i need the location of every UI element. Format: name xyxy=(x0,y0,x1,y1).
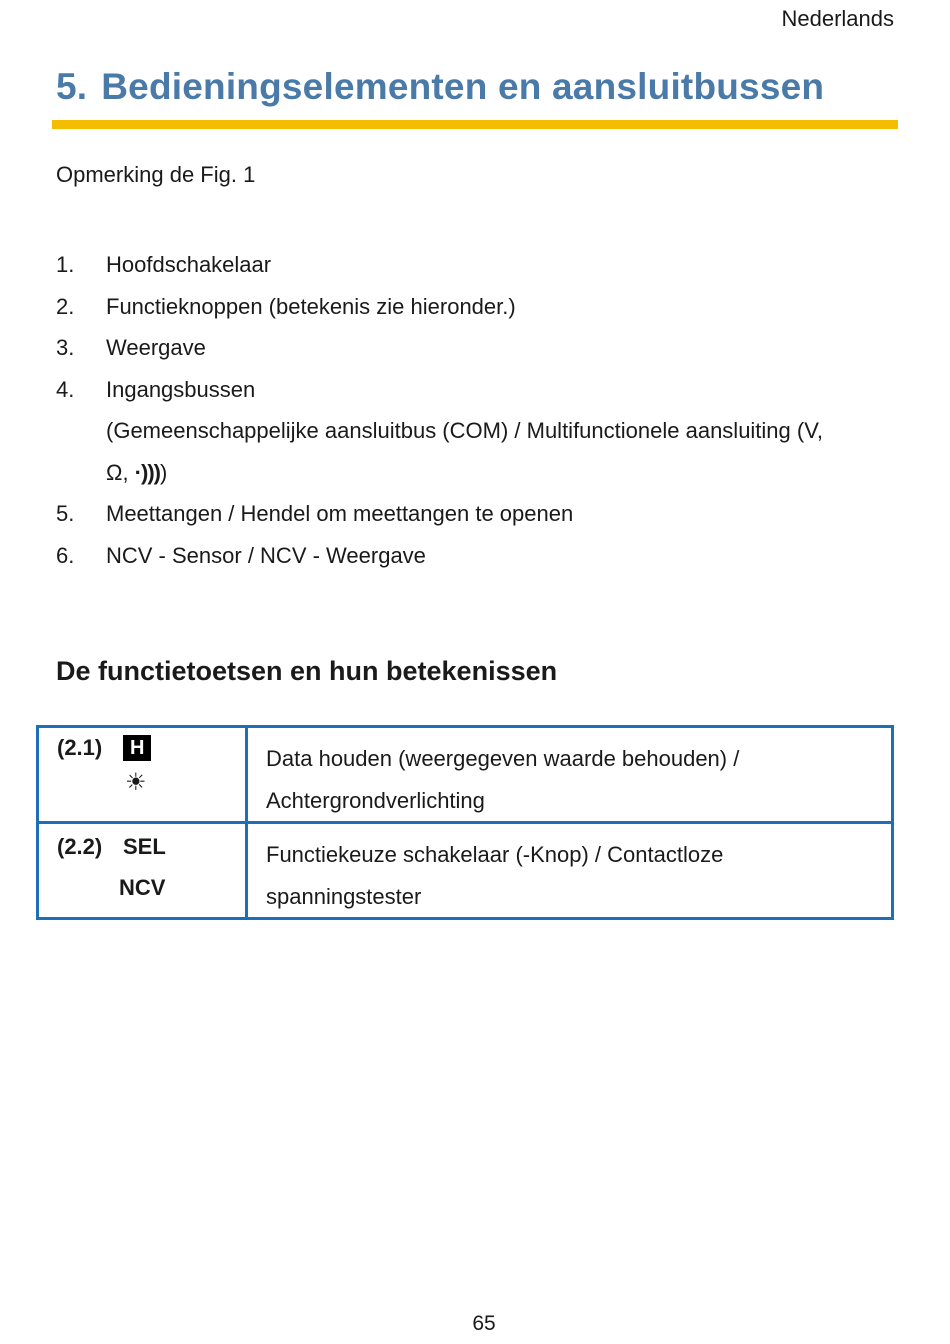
key-description-line: Data houden (weergegeven waarde behouden) / xyxy=(266,746,740,771)
key-description-line: Functiekeuze schakelaar (-Knop) / Contactloze xyxy=(266,842,724,867)
list-item-number: 3. xyxy=(56,335,75,360)
list-item-number: 2. xyxy=(56,293,75,319)
continuity-icon: ·))) xyxy=(134,459,160,485)
list-item xyxy=(56,327,896,369)
page-number: 65 xyxy=(472,1312,496,1335)
function-keys-table xyxy=(36,725,894,920)
key-description-line: Achtergrondverlichting xyxy=(266,787,485,813)
list-item xyxy=(56,493,896,535)
component-list xyxy=(56,244,896,576)
heading-underline xyxy=(52,120,898,129)
list-item-number: 1. xyxy=(56,252,75,277)
key-code: (2.2) xyxy=(57,834,103,859)
list-item-number: 5. xyxy=(56,501,75,526)
hold-key-icon: H xyxy=(123,735,151,761)
closing-paren: ) xyxy=(159,459,168,485)
key-cell xyxy=(38,823,247,919)
sel-key-label: SEL xyxy=(123,834,166,859)
subtext-line-2 xyxy=(106,452,896,494)
function-keys-heading: De functietoetsen en hun betekenissen xyxy=(56,656,558,686)
key-cell xyxy=(38,727,247,823)
list-item-text: Hoofdschakelaar xyxy=(106,252,272,277)
list-item-number: 6. xyxy=(56,542,75,568)
list-item-text: Ingangsbussen xyxy=(106,376,256,402)
ohm-label: Ω, xyxy=(106,459,135,485)
list-item xyxy=(56,369,896,411)
subtext-line-1: (Gemeenschappelijke aansluitbus (COM) / Multifunctionele aansluiting (V, xyxy=(106,418,823,443)
table-row xyxy=(38,727,893,823)
list-item xyxy=(56,286,896,328)
list-item-text: Functieknoppen (betekenis zie hieronder.) xyxy=(106,293,516,319)
backlight-icon: ☀ xyxy=(125,769,147,796)
section-heading xyxy=(56,66,824,108)
list-item-text: Weergave xyxy=(106,335,206,360)
key-code: (2.1) xyxy=(57,735,103,760)
ncv-key-label: NCV xyxy=(119,875,166,900)
table-row xyxy=(38,823,893,919)
figure-note: Opmerking de Fig. 1 xyxy=(56,162,256,187)
list-item-subtext xyxy=(56,410,896,493)
key-description xyxy=(247,823,893,919)
key-description xyxy=(247,727,893,823)
language-label: Nederlands xyxy=(781,6,894,31)
section-title: Bedieningselementen en aansluitbussen xyxy=(101,66,825,107)
list-item-text: Meettangen / Hendel om meettangen te openen xyxy=(106,501,574,526)
list-item xyxy=(56,244,896,286)
section-number: 5. xyxy=(56,66,88,107)
key-description-line: spanningstester xyxy=(266,883,422,909)
list-item xyxy=(56,535,896,577)
list-item-text: NCV - Sensor / NCV - Weergave xyxy=(106,542,426,568)
list-item-number: 4. xyxy=(56,376,75,402)
